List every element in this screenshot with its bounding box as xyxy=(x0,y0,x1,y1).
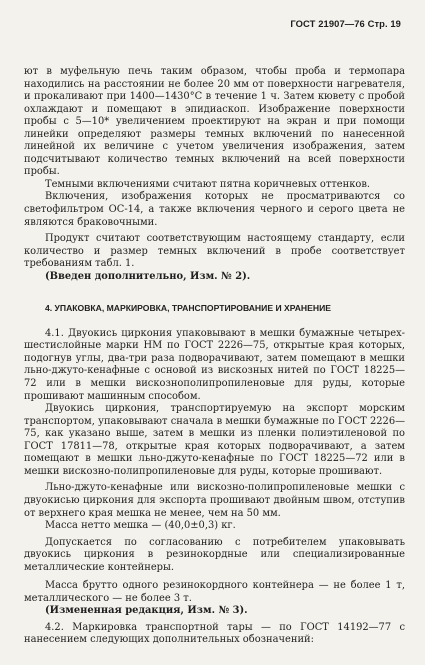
amendment-note-3: (Измененная редакция, Изм. № 3). xyxy=(45,605,248,617)
page-header: ГОСТ 21907—76 Стр. 19 xyxy=(290,18,401,29)
paragraph-export-packing: Двуокись циркония, транспортируемую на экспорт морским транспортом, упаковывают сначала в мешки бумажные по ГОСТ 2226—75, как указано выше, затем в мешки из пленки полиэтиленовой по ГОСТ 17811—78, открытые края которых подворачивают, а затем помещают в мешки льно-джуто-кенафные по ГОСТ 18225—72 или в мешки вискозно-полипропиленовые для руды, которые прошивают. xyxy=(24,403,405,477)
paragraph-dark-inclusions: Темными включениями считают пятна коричневых оттенков. xyxy=(45,178,371,190)
document-body xyxy=(24,66,405,647)
paragraph-4-1-packing: 4.1. Двуокись циркония упаковывают в мешки бумажные четырех-шестислойные марки НМ по ГОСТ 2226—75, открытые края которых, подогнув углы, два-три раза подворачивают, затем помещают в мешки льно-джуто-кенафные с основой из вискозных нитей по ГОСТ 18225—72 или в мешки вискознополипропиленовые для руды, которые прошивают машинным способом. xyxy=(24,327,405,402)
amendment-note-2: (Введен дополнительно, Изм. № 2). xyxy=(45,270,251,282)
paragraph-gross-mass: Масса брутто одного резинокордного контейнера — не более 1 т, металлического — не более 3 т. xyxy=(24,580,405,604)
paragraph-sample-procedure: ют в муфельную печь таким образом, чтобы проба и термопара находились на расстоянии не более 20 мм от поверхности нагревателя, и прокаливают при 1400—1430°С в течение 1 ч. Затем кювету с пробой охлаждают и помещают в эпидиаскоп. Изображение поверхности пробы с 5—10* увеличением проектируют на экран и при помощи линейки определяют размеры темных включений по нанесенной линейной их величине с учетом увеличения изображения, затем подсчитывают количество темных включений на всей поверхности пробы. xyxy=(24,66,405,178)
paragraph-containers: Допускается по согласованию с потребителем упаковывать двуокись циркония в резинокордные или специализированные металлические контейнеры. xyxy=(24,536,405,573)
paragraph-conformity: Продукт считают соответствующим настоящему стандарту, если количество и размер темных включений в пробе соответствует требованиям табл. 1. xyxy=(24,233,405,270)
paragraph-4-2-marking: 4.2. Маркировка транспортной тары — по ГОСТ 14192—77 с нанесением следующих дополнительных обозначений: xyxy=(24,621,405,646)
paragraph-export-sewing: Льно-джуто-кенафные или вискозно-полипропиленовые мешки с двуокисью циркония для экспорта прошивают двойным швом, отступив от верхнего края мешка не менее, чем на 50 мм. xyxy=(24,482,405,519)
paragraph-net-mass: Масса нетто мешка — (40,0±0,3) кг. xyxy=(45,520,236,532)
paragraph-non-rejection-inclusions: Включения, изображения которых не просматриваются со светофильтром ОС-14, а также включения черного и серого цвета не являются браковочными. xyxy=(24,191,405,228)
section-heading: 4. УПАКОВКА, МАРКИРОВКА, ТРАНСПОРТИРОВАНИЕ И ХРАНЕНИЕ xyxy=(45,303,331,314)
